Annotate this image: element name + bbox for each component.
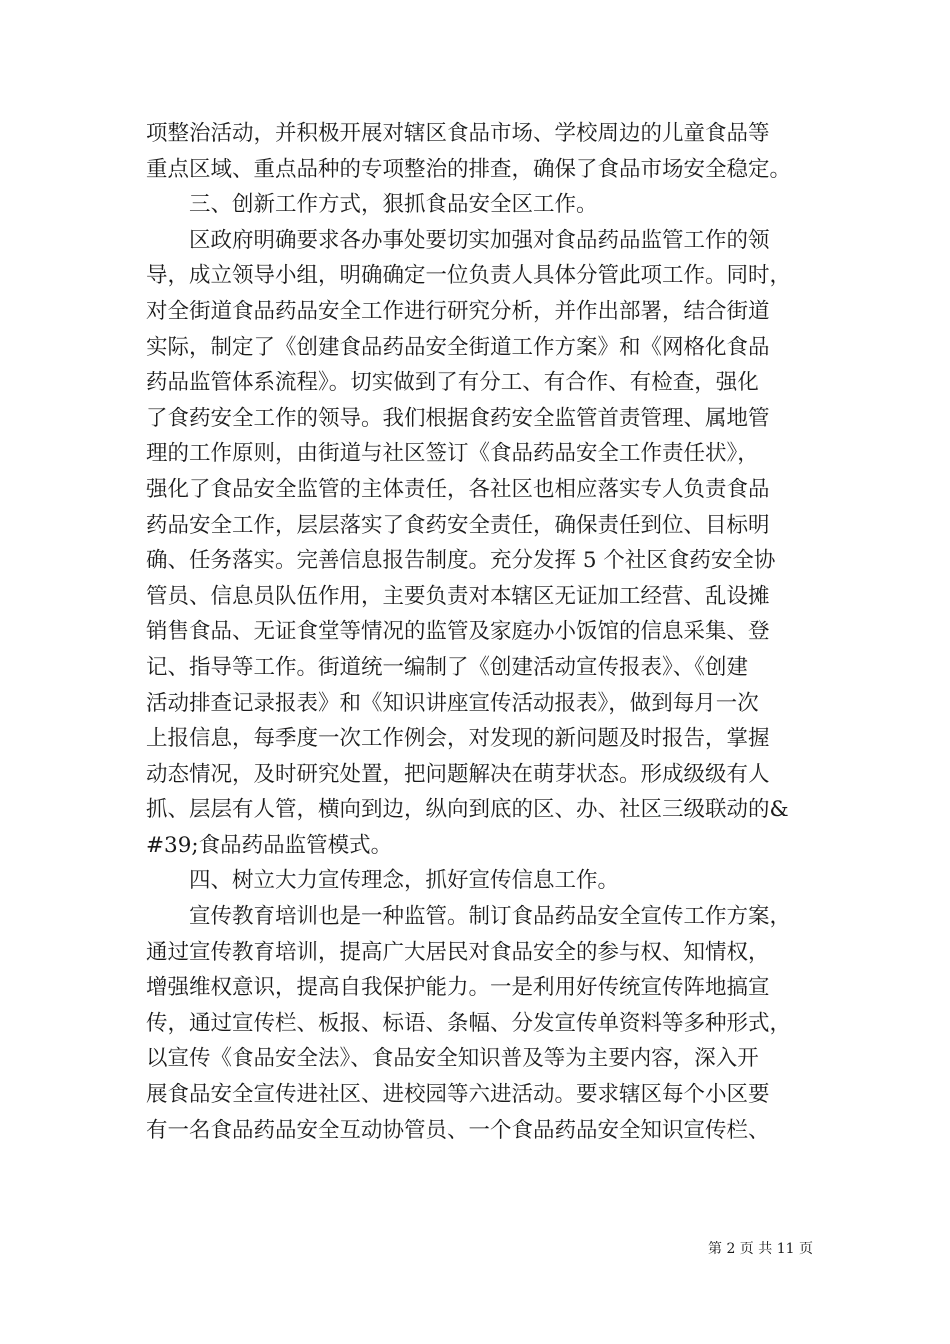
- text-line: 理的工作原则，由街道与社区签订《食品药品安全工作责任状》，: [146, 441, 759, 467]
- text-line: 有一名食品药品安全互动协管员、一个食品药品安全知识宣传栏、: [146, 1117, 770, 1143]
- text-line: 药品安全工作，层层落实了食药安全责任，确保责任到位、目标明: [146, 512, 770, 538]
- text-line: 确、任务落实。完善信息报告制度。充分发挥 5 个社区食药安全协: [146, 548, 776, 574]
- text-line: 导，成立领导小组，明确确定一位负责人具体分管此项工作。同时，: [146, 263, 792, 289]
- text-line: 宣传教育培训也是一种监管。制订食品药品安全宣传工作方案，: [189, 904, 792, 930]
- text-line: 通过宣传教育培训，提高广大居民对食品安全的参与权、知情权，: [146, 939, 770, 965]
- text-line: 项整治活动，并积极开展对辖区食品市场、学校周边的儿童食品等: [146, 121, 770, 146]
- text-line: 了食药安全工作的领导。我们根据食药安全监管首责管理、属地管: [146, 405, 770, 431]
- text-line: 强化了食品安全监管的主体责任，各社区也相应落实专人负责食品: [146, 476, 770, 502]
- text-line: 传，通过宣传栏、板报、标语、条幅、分发宣传单资料等多种形式，: [146, 1010, 792, 1036]
- text-line: 活动排查记录报表》和《知识讲座宣传活动报表》，做到每月一次: [146, 690, 759, 716]
- text-line: #39;食品药品监管模式。: [146, 832, 393, 858]
- text-line: 管员、信息员队伍作用，主要负责对本辖区无证加工经营、乱设摊: [146, 583, 770, 609]
- page-number-footer: 第 2 页 共 11 页: [708, 1241, 813, 1257]
- text-line: 上报信息，每季度一次工作例会，对发现的新问题及时报告，掌握: [146, 726, 770, 752]
- text-line: 记、指导等工作。街道统一编制了《创建活动宣传报表》、《创建: [146, 654, 749, 680]
- text-line: 区政府明确要求各办事处要切实加强对食品药品监管工作的领: [189, 227, 770, 253]
- text-line: 展食品安全宣传进社区、进校园等六进活动。要求辖区每个小区要: [146, 1082, 770, 1108]
- text-line: 动态情况，及时研究处置，把问题解决在萌芽状态。形成级级有人: [146, 761, 770, 787]
- text-line: 销售食品、无证食堂等情况的监管及家庭办小饭馆的信息采集、登: [146, 619, 770, 645]
- text-line: 增强维权意识，提高自我保护能力。一是利用好传统宣传阵地搞宣: [146, 975, 770, 1001]
- text-line: 三、创新工作方式，狠抓食品安全区工作。: [189, 192, 598, 218]
- text-line: 实际，制定了《创建食品药品安全街道工作方案》和《网格化食品: [146, 334, 770, 360]
- text-line: 重点区域、重点品种的专项整治的排查，确保了食品市场安全稳定。: [146, 156, 792, 182]
- text-line: 四、树立大力宣传理念，抓好宣传信息工作。: [189, 868, 620, 894]
- text-line: 抓、层层有人管，横向到边，纵向到底的区、办、社区三级联动的&: [146, 797, 789, 823]
- text-line: 药品监管体系流程》。切实做到了有分工、有合作、有检查，强化: [146, 370, 759, 396]
- text-line: 以宣传《食品安全法》、食品安全知识普及等为主要内容，深入开: [146, 1046, 759, 1072]
- text-line: 对全街道食品药品安全工作进行研究分析，并作出部署，结合街道: [146, 298, 770, 324]
- document-body: [146, 116, 826, 1148]
